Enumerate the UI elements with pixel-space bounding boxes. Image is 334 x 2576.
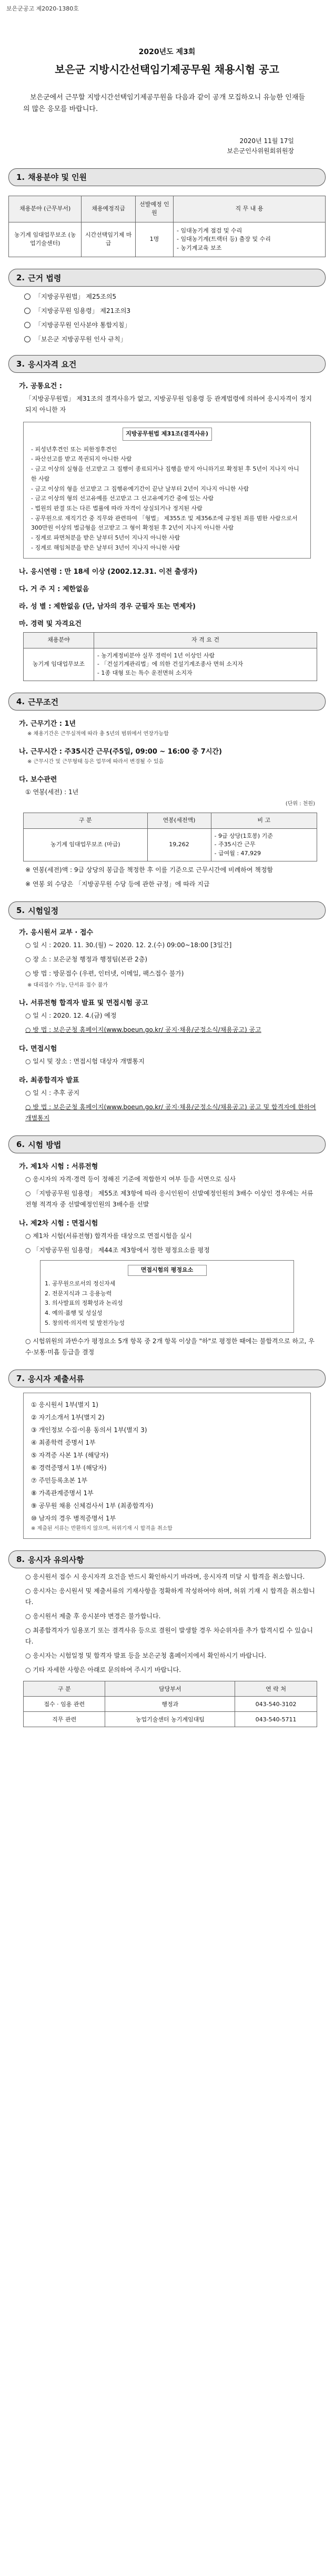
schedule-line: ○ 일 시 : 추후 공지 [25, 1089, 80, 1097]
table-cell: 043-540-3102 [235, 1697, 317, 1712]
box-line: - 금고 이상의 형의 선고유예를 선고받고 그 선고유예기간 중에 있는 사람 [31, 495, 214, 502]
table-cell: 접수 · 임용 관련 [24, 1697, 105, 1712]
title-year: 2020년도 제3회 [138, 48, 196, 56]
criteria-line: 3. 의사발표의 정확성과 논리성 [45, 1300, 123, 1307]
caution-line: ○ 응시원서 제출 후 응시분야 변경은 불가합니다. [25, 1612, 161, 1620]
note-line: ※ 연봉(세전)액 : 9급 상당의 봉급을 책정한 후 이를 기준으로 근무시간에 비례하여 책정함 [25, 866, 274, 874]
section-title: 근거 법령 [28, 273, 62, 283]
section-number: 4. [16, 697, 25, 707]
table-row [24, 1712, 317, 1727]
box-line: - 금고 이상의 실형을 선고받고 그 집행이 종료되거나 집행을 받지 아니하기로 확정된 후 5년이 지나지 아니한 사람 [31, 465, 299, 482]
interview-criteria-box [40, 1260, 294, 1333]
section-2-header [8, 269, 326, 287]
caution-line: ○ 응시자는 응시원서 및 제출서류의 기재사항을 정확하게 작성하여야 하며, 허위 기재 시 합격을 취소합니다. [25, 1587, 315, 1606]
subsection-heading: 마. 경력 및 자격요건 [19, 620, 82, 628]
section-title: 응시자 제출서류 [28, 1374, 84, 1384]
box-line: - 파산선고를 받고 복권되지 아니한 사람 [31, 455, 132, 463]
table-cell: 농기계 임대업무보조 (농업기술센터) [9, 222, 82, 257]
table-row [24, 828, 317, 861]
caution-line: ○ 기타 자세한 사항은 아래로 문의하여 주시기 바랍니다. [25, 1666, 181, 1674]
note-line: ※ 연봉 외 수당은 「지방공무원 수당 등에 관한 규정」에 따라 지급 [25, 880, 210, 888]
section-number: 1. [16, 172, 25, 182]
section-number: 2. [16, 273, 25, 283]
paragraph: ○ 시험위원의 과반수가 평정요소 5개 항목 중 2개 항목 이상을 "하"로 평정한 때에는 불합격으로 하고, 우수·보통·미흡 등급을 결정 [25, 1337, 315, 1356]
criteria-line: 4. 예의·품행 및 성실성 [45, 1310, 103, 1317]
paragraph: 「지방공무원법」 제31조의 결격사유가 없고, 지방공무원 임용령 등 관계법령에 의하여 응시자격이 정지되지 아니한 자 [25, 395, 312, 414]
homepage-link[interactable]: ○ 방 법 : 보은군청 홈페이지(www.boeun.go.kr/ 공지·채용/군정소식/채용공고) 공고 및 합격자에 한하여 개별통지 [25, 1103, 316, 1122]
subsection-heading: 나. 서류전형 합격자 발표 및 면접시험 공고 [19, 999, 148, 1008]
table-header: 채용예정직급 [82, 196, 135, 222]
table-cell: 19,262 [147, 828, 211, 861]
section-number: 6. [16, 1140, 25, 1150]
paragraph: ○ 제1차 시험(서류전형) 합격자를 대상으로 면접시험을 실시 [25, 1232, 192, 1240]
section-number: 5. [16, 906, 25, 916]
table-cell: 직무 관련 [24, 1712, 105, 1727]
subsection-heading: 라. 성 별 : 제한없음 (단, 남자의 경우 군필자 또는 면제자) [19, 603, 196, 611]
criteria-line: 2. 전문지식과 그 응용능력 [45, 1290, 112, 1297]
subsection-heading: 나. 근무시간 : 주35시간 근무(주5일, 09:00 ~ 16:00 중 7시간) [19, 748, 222, 756]
subsection-heading: 가. 응시원서 교부 · 접수 [19, 929, 94, 937]
caution-line: ○ 응시원서 접수 시 응시자격 요건을 반드시 확인하시기 바라며, 응시자격 미달 시 합격을 취소합니다. [25, 1573, 305, 1581]
criteria-line: 1. 공무원으로서의 정신자세 [45, 1280, 116, 1287]
table-cell: 043-540-5711 [235, 1712, 317, 1727]
table-cell: 농기계 임대업무보조 [24, 648, 94, 681]
table-header: 담당부서 [105, 1681, 235, 1697]
table-row [24, 1697, 317, 1712]
table-header: 연봉(세전액) [147, 813, 211, 829]
intro-text: 보은군에서 근무할 지방시간선택임기제공무원을 다음과 같이 공개 모집하오니 유능한 인재들의 많은 응모를 바랍니다. [23, 94, 305, 114]
table-cell [94, 648, 317, 681]
caution-line: ○ 응시자는 시험일정 및 합격자 발표 등을 보은군청 홈페이지에서 확인하시기 바랍니다. [25, 1652, 267, 1660]
paragraph: ○ 「지방공무원 임용령」 제55조 제3항에 따라 응시인원이 선발예정인원의 3배수 이상인 경우에는 서류전형 적격자 중 선발예정인원의 3배수를 선발 [25, 1190, 313, 1209]
unit-label: (단위 : 천원) [285, 801, 315, 807]
schedule-line: ○ 일 시 : 2020. 12. 4.(금) 예정 [25, 1012, 117, 1020]
section-title: 응시자격 요건 [28, 359, 77, 369]
document-item: ⑨ 공무원 채용 신체검사서 1부 (최종합격자) [31, 1502, 154, 1510]
table-header: 구 분 [24, 1681, 105, 1697]
law-item-text: 「지방공무원법」 제25조의5 [35, 293, 117, 301]
box-line: - 법원의 판결 또는 다른 법률에 따라 자격이 상실되거나 정지된 사람 [31, 504, 203, 512]
box-line: - 징계로 해임처분을 받은 날부터 3년이 지나지 아니한 사람 [31, 544, 180, 551]
recruitment-table [8, 196, 326, 258]
law-item [24, 306, 326, 315]
table-header: 연 락 처 [235, 1681, 317, 1697]
table-cell: 농기계 임대업무보조 (마급) [24, 828, 148, 861]
table-header: 직 무 내 용 [174, 196, 326, 222]
law-item [24, 334, 326, 343]
box-line: - 금고 이상의 형을 선고받고 그 집행유예기간이 끝난 날부터 2년이 지나지 아니한 사람 [31, 485, 249, 492]
table-header: 선발예정 인원 [135, 196, 173, 222]
schedule-line: ○ 장 소 : 보은군청 행정과 행정팀(본관 2층) [25, 956, 148, 964]
section-7-header [8, 1370, 326, 1387]
note: ※ 근무시간 및 근무형태 등은 업무에 따라서 변경될 수 있음 [27, 759, 164, 765]
law-item-text: 「보은군 지방공무원 인사 규칙」 [35, 336, 127, 343]
section-3-header [8, 355, 326, 373]
table-header: 비 고 [211, 813, 317, 829]
document-item: ② 자기소개서 1부(별지 2) [31, 1414, 105, 1422]
document-item: ① 응시원서 1부(별지 1) [31, 1401, 98, 1409]
section-number: 8. [16, 1555, 25, 1565]
table-header-row [9, 196, 326, 222]
announcement-date: 2020년 11월 17일 [239, 137, 294, 145]
announcement-date-block [8, 136, 294, 156]
law-item [24, 320, 326, 329]
schedule-line: ○ 일시 및 장소 : 면접시험 대상자 개별통지 [25, 1058, 145, 1066]
criteria-line: 5. 창의력·의지력 및 발전가능성 [45, 1319, 125, 1326]
note: ※ 채용기간은 근무실적에 따라 총 5년의 범위에서 연장가능함 [27, 731, 169, 737]
note: ※ 제출된 서류는 반환하지 않으며, 허위기재 시 합격을 취소함 [31, 1526, 173, 1532]
subsection-heading: 가. 근무기간 : 1년 [19, 720, 76, 728]
schedule-line: ○ 일 시 : 2020. 11. 30.(월) ~ 2020. 12. 2.(수) 09:00~18:00 [3일간] [25, 941, 232, 949]
table-cell: - 임대농기계 점검 및 수리 - 임대농기계(트랙터 등) 출장 및 수리 - 농기계교육 보조 [174, 222, 326, 257]
document-item: ④ 최종학력 증명서 1부 [31, 1439, 96, 1447]
homepage-link[interactable]: ○ 방 법 : 보은군청 홈페이지(www.boeun.go.kr/ 공지·채용/군정소식/채용공고) 공고 [25, 1026, 261, 1034]
subsection-heading: 나. 제2차 시험 : 면접시험 [19, 1220, 98, 1228]
page-title: 보은군 지방시간선택임기제공무원 채용시험 공고 [55, 63, 279, 76]
documents-box [23, 1393, 311, 1539]
contact-table [23, 1681, 317, 1727]
box-title: 지방공무원법 제31조(결격사유) [123, 428, 212, 441]
subsection-heading: 다. 보수관련 [19, 776, 57, 784]
note: ※ 대리접수 가능, 단서류 접수 불가 [27, 982, 108, 989]
box-title: 면접시험의 평정요소 [128, 1265, 207, 1276]
table-header-row [24, 813, 317, 829]
document-item: ⑥ 경력증명서 1부 (해당자) [31, 1464, 107, 1472]
section-5-header [8, 901, 326, 919]
table-header: 구 분 [24, 813, 148, 829]
requirement-line: - 농기계정비분야 실무 경력이 1년 이상인 사람 [97, 652, 215, 659]
box-line: - 피성년후견인 또는 피한정후견인 [31, 445, 117, 453]
paragraph: ○ 「지방공무원 임용령」 제44조 제3항에서 정한 평정요소를 평정 [25, 1246, 210, 1254]
table-header-row [24, 633, 317, 648]
announcement-authority: 보은군인사위원회위원장 [227, 147, 294, 155]
subsection-heading: 나. 응시연령 : 만 18세 이상 (2002.12.31. 이전 출생자) [19, 568, 198, 576]
paragraph: ○ 응시자의 자격·경력 등이 정해진 기준에 적합한지 여부 등을 서면으로 심사 [25, 1175, 236, 1183]
law-item [24, 292, 326, 301]
box-line: - 징계로 파면처분을 받은 날부터 5년이 지나지 아니한 사람 [31, 534, 180, 541]
table-header: 자 격 요 건 [94, 633, 317, 648]
law-item-text: 「지방공무원 임용령」 제21조의3 [35, 307, 131, 315]
salary-table [23, 813, 317, 861]
requirement-line: - 1종 대형 또는 특수 운전면허 소지자 [97, 669, 193, 676]
table-header: 채용분야 (근무부서) [9, 196, 82, 222]
bullet-circle-icon [24, 336, 31, 342]
subsection-heading: 다. 면접시험 [19, 1045, 57, 1053]
section-title: 응시자 유의사항 [28, 1555, 84, 1565]
table-cell: 농업기술센터 농기계임대팀 [105, 1712, 235, 1727]
section-number: 3. [16, 359, 25, 369]
table-cell: 시간선택임기제 마급 [82, 222, 135, 257]
caution-line: ○ 최종합격자가 임용포기 또는 결격사유 등으로 결원이 발생할 경우 차순위자를 추가 합격시킬 수 있습니다. [25, 1627, 313, 1646]
subsection-heading: 다. 거 주 지 : 제한없음 [19, 585, 89, 594]
section-title: 채용분야 및 인원 [28, 173, 87, 182]
subsection-heading: 가. 공통요건 : [19, 382, 62, 391]
schedule-line: ○ 방 법 : 방문접수 (우편, 인터넷, 이메일, 팩스접수 불가) [25, 970, 184, 978]
document-item: ③ 개인정보 수집·이용 동의서 1부(별지 3) [31, 1426, 147, 1434]
table-cell: 1명 [135, 222, 173, 257]
table-row [24, 648, 317, 681]
bullet-circle-icon [24, 322, 31, 328]
bullet-circle-icon [24, 308, 31, 314]
document-item: ⑦ 주민등록초본 1부 [31, 1477, 88, 1485]
section-title: 시험일정 [28, 906, 59, 916]
subsection-heading: 가. 제1차 시험 : 서류전형 [19, 1163, 98, 1171]
bullet-circle-icon [24, 293, 31, 300]
table-cell: - 9급 상당(1호봉) 기준 - 주35시간 근무 - 급여월 : 47,929 [211, 828, 317, 861]
section-4-header [8, 693, 326, 711]
box-line: - 공무원으로 재직기간 중 직무와 관련하여 「형법」 제355조 및 제356조에 규정된 죄를 범한 사람으로서 300만원 이상의 벌금형을 선고받고 그 형이 확정된 후 2년이 지나지 아니한 사람 [31, 514, 298, 532]
section-8-header [8, 1550, 326, 1568]
announcement-number: 보은군공고 제2020-1380호 [6, 5, 79, 12]
section-6-header [8, 1135, 326, 1153]
requirement-line: - 「건설기계관리법」에 의한 건설기계조종사 면허 소지자 [97, 661, 244, 668]
table-header: 채용분야 [24, 633, 94, 648]
requirements-table [23, 632, 317, 681]
section-number: 7. [16, 1374, 25, 1384]
section-title: 근무조건 [28, 697, 59, 707]
subsection-heading: 라. 최종합격자 발표 [19, 1077, 79, 1085]
section-title: 시험 방법 [28, 1140, 62, 1150]
table-header-row [24, 1681, 317, 1697]
section-1-header [8, 168, 326, 186]
table-cell: 행정과 [105, 1697, 235, 1712]
paragraph: ① 연봉(세전) : 1년 [25, 788, 79, 796]
document-item: ⑧ 가족관계증명서 1부 [31, 1489, 94, 1497]
disqualification-box [23, 422, 311, 559]
document-item: ⑤ 자격증 사본 1부 (해당자) [31, 1452, 109, 1459]
table-row [9, 222, 326, 257]
document-item: ⑩ 남자의 경우 병적증명서 1부 [31, 1515, 116, 1523]
law-item-text: 「지방공무원 인사분야 통합지침」 [35, 321, 131, 329]
